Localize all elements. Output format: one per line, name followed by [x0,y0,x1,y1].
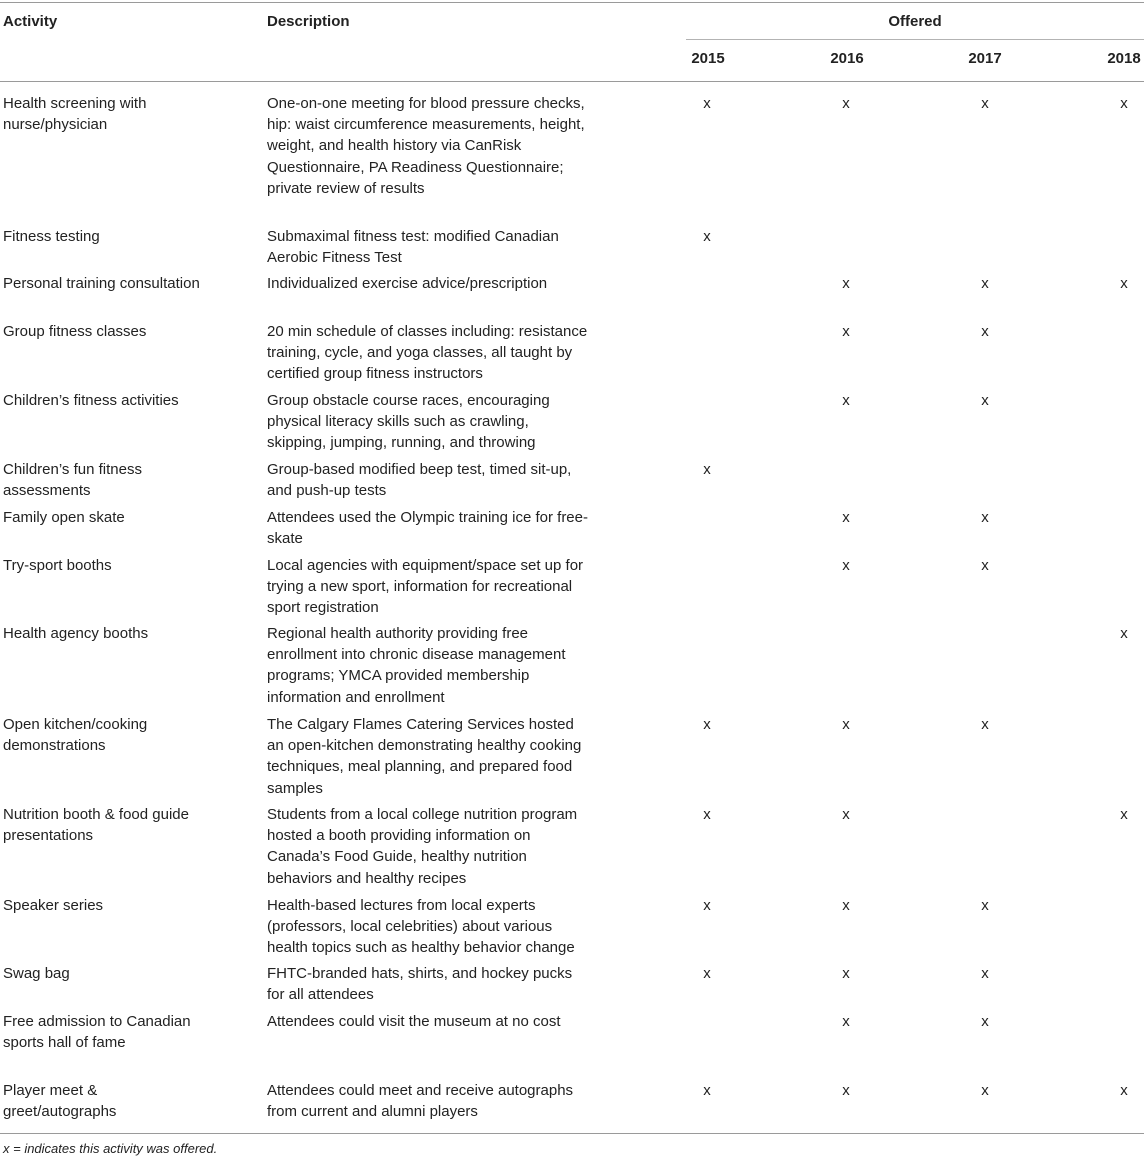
offered-mark-2016: x [842,965,850,982]
offered-mark-2015: x [703,897,711,914]
offered-mark-2015: x [703,461,711,478]
activity-cell: Personal training consultation [3,275,200,292]
activity-cell: Health screening with nurse/physician [3,95,147,134]
offered-mark-2017: x [981,392,989,409]
activity-cell: Open kitchen/cooking demonstrations [3,716,148,755]
activity-cell: Nutrition booth & food guide presentations [3,806,189,845]
offered-mark-2016: x [842,897,850,914]
activity-cell: Speaker series [3,897,104,914]
header-description: Description [267,13,350,30]
offered-mark-2018: x [1120,806,1128,823]
description-cell: Group-based modified beep test, timed sit-up, and push-up tests [267,461,572,500]
description-cell: Local agencies with equipment/space set up for trying a new sport, information for recreational sport registration [267,557,584,617]
description-cell: Students from a local college nutrition program hosted a booth providing information on Canada’s Food Guide, healthy nutrition behaviors and healthy recipes [267,806,578,887]
offered-mark-2016: x [842,557,850,574]
offered-mark-2017: x [981,897,989,914]
offered-mark-2016: x [842,1082,850,1099]
description-cell: FHTC-branded hats, shirts, and hockey pucks for all attendees [267,965,573,1004]
offered-mark-2016: x [842,509,850,526]
activity-cell: Children’s fun fitness assessments [3,461,142,500]
description-cell: One-on-one meeting for blood pressure checks, hip: waist circumference measurements, height, weight, and health history via CanRisk Questionnaire, PA Readiness Questionnaire; private review of results [267,95,585,197]
offered-mark-2017: x [981,716,989,733]
offered-mark-2015: x [703,806,711,823]
offered-mark-2017: x [981,557,989,574]
activity-cell: Family open skate [3,509,125,526]
description-cell: Group obstacle course races, encouraging physical literacy skills such as crawling, skipping, jumping, running, and throwing [267,392,550,452]
activity-cell: Children’s fitness activities [3,392,179,409]
description-cell: 20 min schedule of classes including: resistance training, cycle, and yoga classes, all taught by certified group fitness instructors [267,323,588,383]
offered-mark-2017: x [981,965,989,982]
description-cell: Submaximal fitness test: modified Canadian Aerobic Fitness Test [267,228,559,267]
offered-mark-2015: x [703,1082,711,1099]
header-offered: Offered [888,13,942,30]
header-year-2018: 2018 [1107,50,1141,67]
offered-mark-2017: x [981,509,989,526]
activity-cell: Fitness testing [3,228,100,245]
offered-subheader-rule [686,39,1144,40]
description-cell: Attendees could meet and receive autographs from current and alumni players [267,1082,574,1121]
offered-mark-2015: x [703,228,711,245]
table-header-rule [0,81,1144,82]
description-cell: Regional health authority providing free enrollment into chronic disease management programs; YMCA provided membership information and enrollment [267,625,566,706]
description-cell: Health-based lectures from local experts (professors, local celebrities) about various health topics such as healthy behavior change [267,897,575,957]
offered-mark-2016: x [842,1013,850,1030]
offered-mark-2016: x [842,806,850,823]
description-cell: Individualized exercise advice/prescription [267,275,548,292]
activity-cell: Health agency booths [3,625,149,642]
offered-mark-2018: x [1120,275,1128,292]
header-activity: Activity [3,13,58,30]
table-top-rule [0,2,1144,3]
header-year-2016: 2016 [830,50,864,67]
offered-mark-2016: x [842,323,850,340]
offered-mark-2016: x [842,275,850,292]
table-footnote: x = indicates this activity was offered. [3,1141,218,1156]
activity-cell: Group fitness classes [3,323,147,340]
offered-mark-2015: x [703,95,711,112]
offered-mark-2015: x [703,965,711,982]
activity-cell: Swag bag [3,965,70,982]
offered-mark-2017: x [981,1082,989,1099]
offered-mark-2016: x [842,716,850,733]
table-bottom-rule [0,1133,1144,1134]
offered-mark-2018: x [1120,1082,1128,1099]
offered-mark-2017: x [981,275,989,292]
description-cell: The Calgary Flames Catering Services hosted an open-kitchen demonstrating healthy cooking techniques, meal planning, and prepared food samples [267,716,582,797]
activity-cell: Free admission to Canadian sports hall of fame [3,1013,191,1052]
description-cell: Attendees used the Olympic training ice for free-skate [267,509,588,548]
header-year-2017: 2017 [968,50,1002,67]
header-year-2015: 2015 [691,50,725,67]
activity-cell: Player meet & greet/autographs [3,1082,117,1121]
offered-mark-2017: x [981,323,989,340]
offered-mark-2018: x [1120,95,1128,112]
activity-cell: Try-sport booths [3,557,112,574]
offered-mark-2016: x [842,392,850,409]
offered-mark-2017: x [981,95,989,112]
offered-mark-2018: x [1120,625,1128,642]
offered-mark-2015: x [703,716,711,733]
description-cell: Attendees could visit the museum at no cost [267,1013,561,1030]
offered-mark-2016: x [842,95,850,112]
offered-mark-2017: x [981,1013,989,1030]
